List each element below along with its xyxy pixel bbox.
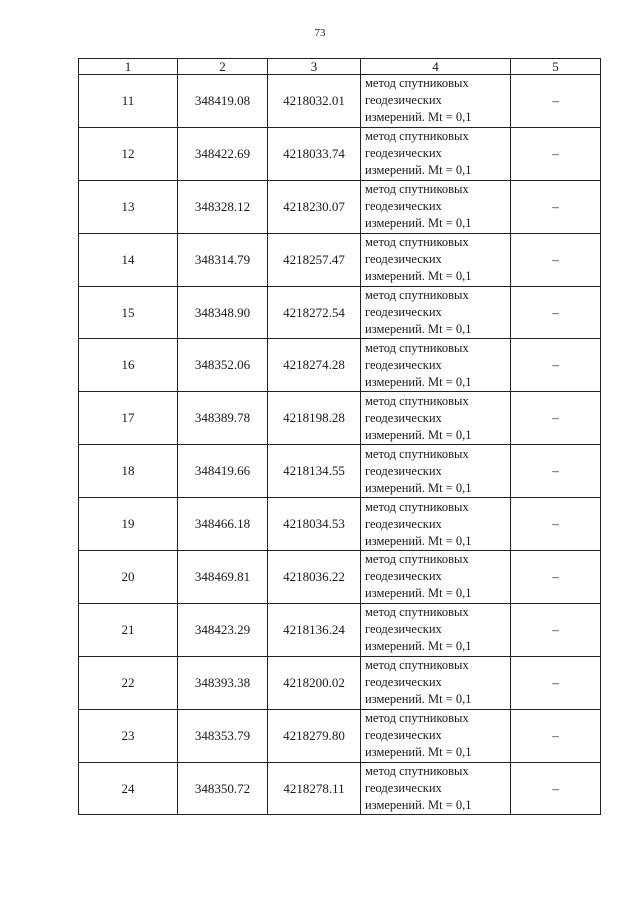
- method-cell: [361, 656, 511, 709]
- y-coordinate-text: 4218134.55: [283, 463, 345, 479]
- table-header-row: [79, 59, 601, 75]
- x-coordinate-cell: [178, 233, 268, 286]
- note-text: –: [552, 516, 559, 532]
- table-row: [79, 392, 601, 445]
- method-cell: [361, 498, 511, 551]
- y-coordinate-cell: [268, 75, 361, 128]
- point-number-text: 16: [121, 357, 135, 373]
- method-text: метод спутниковых геодезических измерений. Mt = 0,1: [365, 340, 472, 389]
- point-number-cell: [79, 127, 178, 180]
- point-number-cell: [79, 233, 178, 286]
- note-cell: [511, 656, 601, 709]
- note-cell: [511, 286, 601, 339]
- y-coordinate-cell: [268, 445, 361, 498]
- point-number-text: 19: [121, 516, 135, 532]
- y-coordinate-cell: [268, 498, 361, 551]
- method-text: метод спутниковых геодезических измерений. Mt = 0,1: [365, 446, 472, 495]
- x-coordinate-cell: [178, 498, 268, 551]
- column-header-3: 3: [268, 59, 361, 75]
- note-cell: [511, 498, 601, 551]
- method-cell: [361, 286, 511, 339]
- point-number-text: 15: [121, 304, 135, 320]
- y-coordinate-text: 4218034.53: [283, 516, 345, 532]
- point-number-cell: [79, 656, 178, 709]
- page-number: 73: [314, 27, 326, 39]
- y-coordinate-cell: [268, 762, 361, 815]
- note-text: –: [552, 674, 559, 690]
- x-coordinate-text: 348328.12: [194, 198, 251, 214]
- method-text: метод спутниковых геодезических измерений. Mt = 0,1: [365, 658, 472, 707]
- note-text: –: [552, 357, 559, 373]
- method-text: метод спутниковых геодезических измерений. Mt = 0,1: [365, 499, 472, 548]
- note-text: –: [552, 780, 559, 796]
- note-text: –: [552, 410, 559, 426]
- method-text: метод спутниковых геодезических измерений. Mt = 0,1: [365, 76, 472, 125]
- table-row: [79, 127, 601, 180]
- coordinates-table: [78, 58, 601, 815]
- table-row: [79, 75, 601, 128]
- y-coordinate-cell: [268, 656, 361, 709]
- x-coordinate-cell: [178, 551, 268, 604]
- x-coordinate-cell: [178, 656, 268, 709]
- note-cell: [511, 603, 601, 656]
- column-header-5: 5: [511, 59, 601, 75]
- point-number-text: 21: [121, 621, 135, 637]
- note-text: –: [552, 251, 559, 267]
- method-text: метод спутниковых геодезических измерений. Mt = 0,1: [365, 764, 472, 813]
- point-number-cell: [79, 603, 178, 656]
- x-coordinate-text: 348419.08: [194, 92, 251, 108]
- note-cell: [511, 180, 601, 233]
- note-text: –: [552, 727, 559, 743]
- point-number-text: 23: [121, 727, 135, 743]
- point-number-cell: [79, 286, 178, 339]
- x-coordinate-text: 348423.29: [194, 621, 251, 637]
- note-cell: [511, 762, 601, 815]
- note-cell: [511, 392, 601, 445]
- method-text: метод спутниковых геодезических измерений. Mt = 0,1: [365, 129, 472, 178]
- point-number-text: 13: [121, 198, 135, 214]
- x-coordinate-cell: [178, 339, 268, 392]
- y-coordinate-cell: [268, 709, 361, 762]
- point-number-text: 24: [121, 780, 135, 796]
- point-number-cell: [79, 762, 178, 815]
- method-text: метод спутниковых геодезических измерений. Mt = 0,1: [365, 182, 472, 231]
- method-cell: [361, 603, 511, 656]
- table-row: [79, 286, 601, 339]
- table-row: [79, 445, 601, 498]
- table-row: [79, 498, 601, 551]
- method-cell: [361, 445, 511, 498]
- x-coordinate-text: 348389.78: [194, 410, 251, 426]
- x-coordinate-cell: [178, 392, 268, 445]
- y-coordinate-cell: [268, 127, 361, 180]
- note-text: –: [552, 92, 559, 108]
- table-row: [79, 233, 601, 286]
- method-cell: [361, 180, 511, 233]
- table-row: [79, 180, 601, 233]
- y-coordinate-text: 4218279.80: [283, 727, 345, 743]
- method-cell: [361, 75, 511, 128]
- method-text: метод спутниковых геодезических измерений. Mt = 0,1: [365, 235, 472, 284]
- method-cell: [361, 709, 511, 762]
- table-row: [79, 603, 601, 656]
- y-coordinate-text: 4218198.28: [283, 410, 345, 426]
- y-coordinate-cell: [268, 392, 361, 445]
- x-coordinate-cell: [178, 445, 268, 498]
- table-row: [79, 709, 601, 762]
- method-text: метод спутниковых геодезических измерений. Mt = 0,1: [365, 288, 472, 336]
- method-cell: [361, 233, 511, 286]
- column-header-2: 2: [178, 59, 268, 75]
- y-coordinate-cell: [268, 339, 361, 392]
- y-coordinate-text: 4218136.24: [283, 621, 345, 637]
- method-cell: [361, 339, 511, 392]
- method-text: метод спутниковых геодезических измерений. Mt = 0,1: [365, 711, 472, 760]
- x-coordinate-cell: [178, 127, 268, 180]
- x-coordinate-cell: [178, 762, 268, 815]
- column-header-4: 4: [361, 59, 511, 75]
- method-cell: [361, 127, 511, 180]
- y-coordinate-text: 4218200.02: [283, 674, 345, 690]
- y-coordinate-cell: [268, 233, 361, 286]
- x-coordinate-cell: [178, 709, 268, 762]
- y-coordinate-cell: [268, 603, 361, 656]
- x-coordinate-cell: [178, 180, 268, 233]
- point-number-text: 12: [121, 145, 135, 161]
- method-text: метод спутниковых геодезических измерений. Mt = 0,1: [365, 605, 472, 654]
- note-cell: [511, 127, 601, 180]
- x-coordinate-text: 348352.06: [194, 357, 251, 373]
- y-coordinate-text: 4218032.01: [283, 92, 345, 108]
- table-row: [79, 551, 601, 604]
- x-coordinate-text: 348348.90: [194, 304, 251, 320]
- note-cell: [511, 233, 601, 286]
- x-coordinate-text: 348393.38: [194, 674, 251, 690]
- y-coordinate-text: 4218230.07: [283, 198, 345, 214]
- point-number-cell: [79, 498, 178, 551]
- note-text: –: [552, 568, 559, 584]
- method-cell: [361, 762, 511, 815]
- point-number-text: 18: [121, 463, 135, 479]
- y-coordinate-cell: [268, 286, 361, 339]
- point-number-cell: [79, 445, 178, 498]
- note-text: –: [552, 145, 559, 161]
- y-coordinate-text: 4218033.74: [283, 145, 345, 161]
- point-number-cell: [79, 339, 178, 392]
- method-text: метод спутниковых геодезических измерений. Mt = 0,1: [365, 393, 472, 442]
- point-number-cell: [79, 75, 178, 128]
- method-text: метод спутниковых геодезических измерений. Mt = 0,1: [365, 552, 472, 601]
- table-row: [79, 762, 601, 815]
- point-number-text: 20: [121, 568, 135, 584]
- point-number-text: 11: [121, 92, 135, 108]
- y-coordinate-text: 4218036.22: [283, 568, 345, 584]
- note-cell: [511, 445, 601, 498]
- y-coordinate-cell: [268, 551, 361, 604]
- method-cell: [361, 392, 511, 445]
- point-number-cell: [79, 180, 178, 233]
- point-number-cell: [79, 709, 178, 762]
- note-text: –: [552, 621, 559, 637]
- table-row: [79, 656, 601, 709]
- x-coordinate-text: 348469.81: [194, 568, 251, 584]
- table-row: [79, 339, 601, 392]
- x-coordinate-text: 348466.18: [194, 516, 251, 532]
- y-coordinate-text: 4218257.47: [283, 251, 345, 267]
- x-coordinate-text: 348353.79: [194, 727, 251, 743]
- note-cell: [511, 551, 601, 604]
- note-cell: [511, 75, 601, 128]
- x-coordinate-cell: [178, 603, 268, 656]
- x-coordinate-cell: [178, 75, 268, 128]
- column-header-1: 1: [79, 59, 178, 75]
- point-number-text: 14: [121, 251, 135, 267]
- y-coordinate-text: 4218272.54: [283, 304, 345, 320]
- x-coordinate-text: 348419.66: [194, 463, 251, 479]
- x-coordinate-text: 348314.79: [194, 251, 251, 267]
- note-cell: [511, 709, 601, 762]
- note-text: –: [552, 304, 559, 320]
- note-text: –: [552, 198, 559, 214]
- point-number-text: 17: [121, 410, 135, 426]
- x-coordinate-text: 348422.69: [194, 145, 251, 161]
- y-coordinate-cell: [268, 180, 361, 233]
- method-cell: [361, 551, 511, 604]
- note-cell: [511, 339, 601, 392]
- point-number-cell: [79, 551, 178, 604]
- point-number-text: 22: [121, 674, 135, 690]
- point-number-cell: [79, 392, 178, 445]
- x-coordinate-cell: [178, 286, 268, 339]
- x-coordinate-text: 348350.72: [194, 780, 251, 796]
- note-text: –: [552, 463, 559, 479]
- table-body: [79, 75, 601, 815]
- y-coordinate-text: 4218278.11: [283, 780, 345, 796]
- y-coordinate-text: 4218274.28: [283, 357, 345, 373]
